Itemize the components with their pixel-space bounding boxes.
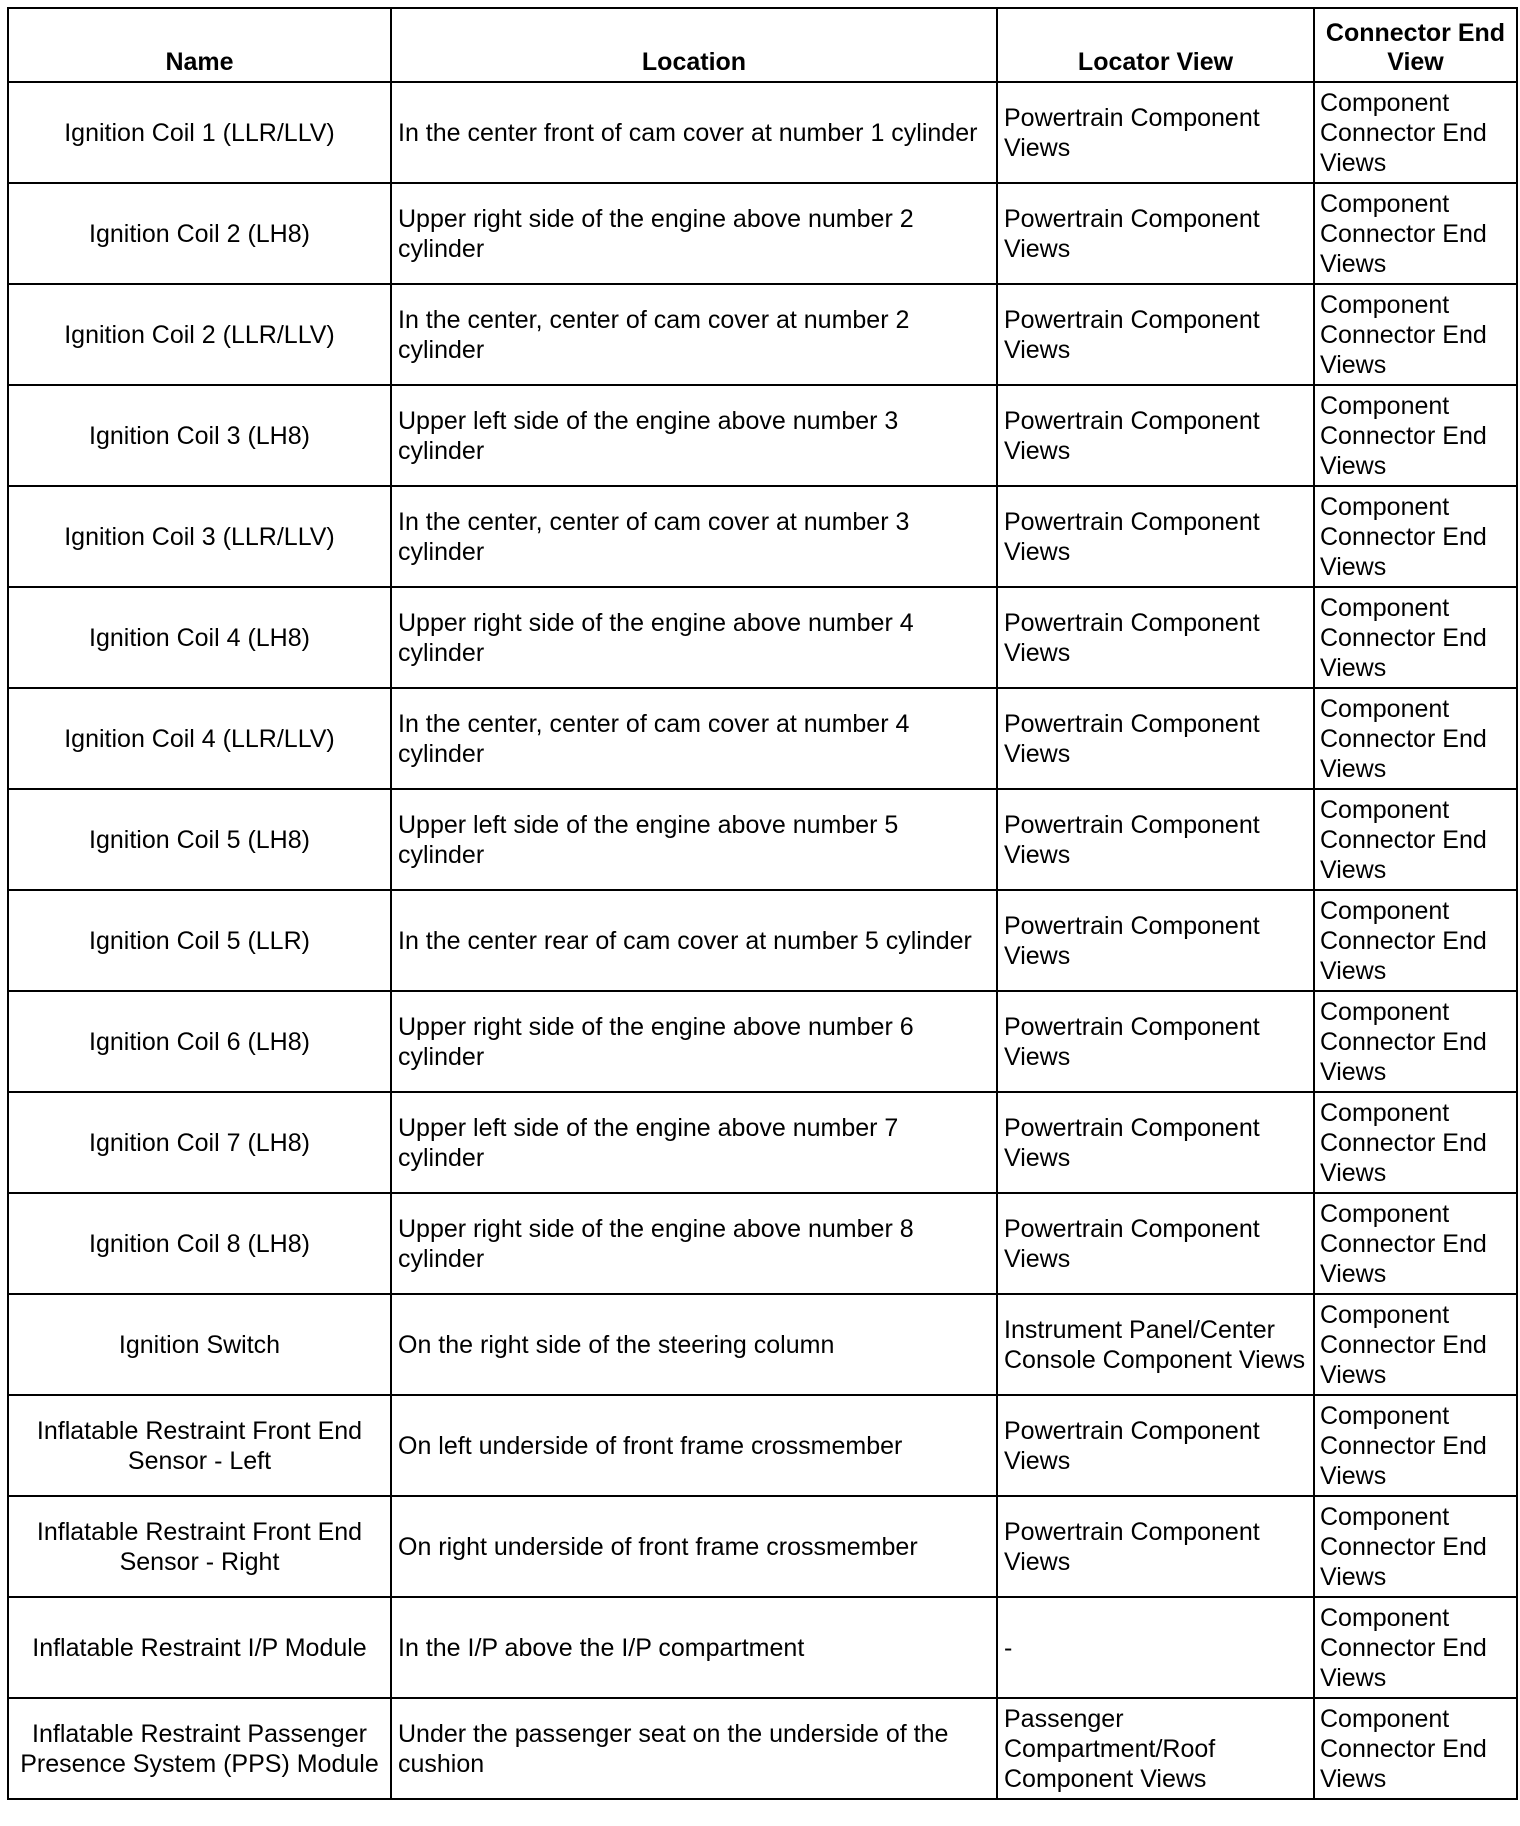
cell-end: Component Connector End Views <box>1314 991 1517 1092</box>
table-row <box>8 1294 1517 1395</box>
cell-end: Component Connector End Views <box>1314 587 1517 688</box>
cell-locator: Powertrain Component Views <box>997 486 1314 587</box>
cell-name: Ignition Coil 3 (LH8) <box>8 385 391 486</box>
header-locator-view: Locator View <box>997 8 1314 82</box>
table-body <box>8 82 1517 1799</box>
cell-locator: Powertrain Component Views <box>997 890 1314 991</box>
cell-location: Upper right side of the engine above number 4 cylinder <box>391 587 997 688</box>
cell-location: In the I/P above the I/P compartment <box>391 1597 997 1698</box>
cell-end: Component Connector End Views <box>1314 183 1517 284</box>
table-row <box>8 1395 1517 1496</box>
cell-name: Inflatable Restraint Front End Sensor - Right <box>8 1496 391 1597</box>
cell-locator: - <box>997 1597 1314 1698</box>
table-row <box>8 991 1517 1092</box>
cell-locator: Powertrain Component Views <box>997 284 1314 385</box>
cell-name: Ignition Coil 4 (LH8) <box>8 587 391 688</box>
cell-name: Ignition Switch <box>8 1294 391 1395</box>
cell-name: Ignition Coil 5 (LH8) <box>8 789 391 890</box>
cell-locator: Powertrain Component Views <box>997 991 1314 1092</box>
table-row <box>8 890 1517 991</box>
cell-locator: Powertrain Component Views <box>997 1395 1314 1496</box>
cell-end: Component Connector End Views <box>1314 82 1517 183</box>
header-location: Location <box>391 8 997 82</box>
cell-end: Component Connector End Views <box>1314 1294 1517 1395</box>
cell-location: Upper left side of the engine above number 7 cylinder <box>391 1092 997 1193</box>
cell-locator: Powertrain Component Views <box>997 183 1314 284</box>
cell-locator: Powertrain Component Views <box>997 789 1314 890</box>
cell-location: On left underside of front frame crossmember <box>391 1395 997 1496</box>
cell-name: Inflatable Restraint Front End Sensor - Left <box>8 1395 391 1496</box>
cell-name: Ignition Coil 8 (LH8) <box>8 1193 391 1294</box>
cell-name: Inflatable Restraint Passenger Presence System (PPS) Module <box>8 1698 391 1799</box>
cell-end: Component Connector End Views <box>1314 890 1517 991</box>
table-row <box>8 82 1517 183</box>
cell-end: Component Connector End Views <box>1314 1597 1517 1698</box>
cell-location: Upper left side of the engine above number 3 cylinder <box>391 385 997 486</box>
table-row <box>8 284 1517 385</box>
cell-location: In the center, center of cam cover at number 4 cylinder <box>391 688 997 789</box>
cell-name: Ignition Coil 4 (LLR/LLV) <box>8 688 391 789</box>
header-connector-end-view: Connector End View <box>1314 8 1517 82</box>
cell-locator: Powertrain Component Views <box>997 385 1314 486</box>
cell-end: Component Connector End Views <box>1314 688 1517 789</box>
cell-locator: Powertrain Component Views <box>997 82 1314 183</box>
cell-location: On the right side of the steering column <box>391 1294 997 1395</box>
cell-name: Inflatable Restraint I/P Module <box>8 1597 391 1698</box>
cell-locator: Powertrain Component Views <box>997 1193 1314 1294</box>
cell-locator: Powertrain Component Views <box>997 688 1314 789</box>
cell-end: Component Connector End Views <box>1314 1092 1517 1193</box>
cell-location: In the center, center of cam cover at number 3 cylinder <box>391 486 997 587</box>
cell-end: Component Connector End Views <box>1314 1395 1517 1496</box>
table-row <box>8 688 1517 789</box>
cell-name: Ignition Coil 2 (LH8) <box>8 183 391 284</box>
table-row <box>8 1698 1517 1799</box>
cell-location: In the center rear of cam cover at number 5 cylinder <box>391 890 997 991</box>
table-row <box>8 587 1517 688</box>
cell-name: Ignition Coil 2 (LLR/LLV) <box>8 284 391 385</box>
cell-locator: Powertrain Component Views <box>997 1496 1314 1597</box>
table-row <box>8 1193 1517 1294</box>
cell-locator: Powertrain Component Views <box>997 1092 1314 1193</box>
cell-name: Ignition Coil 6 (LH8) <box>8 991 391 1092</box>
cell-name: Ignition Coil 5 (LLR) <box>8 890 391 991</box>
component-locator-table <box>7 7 1518 1800</box>
table-row <box>8 385 1517 486</box>
cell-location: Upper right side of the engine above number 2 cylinder <box>391 183 997 284</box>
cell-location: In the center, center of cam cover at number 2 cylinder <box>391 284 997 385</box>
cell-locator: Instrument Panel/Center Console Component Views <box>997 1294 1314 1395</box>
cell-location: In the center front of cam cover at number 1 cylinder <box>391 82 997 183</box>
table-row <box>8 1496 1517 1597</box>
cell-end: Component Connector End Views <box>1314 1193 1517 1294</box>
cell-location: Upper right side of the engine above number 6 cylinder <box>391 991 997 1092</box>
cell-end: Component Connector End Views <box>1314 284 1517 385</box>
cell-end: Component Connector End Views <box>1314 486 1517 587</box>
cell-end: Component Connector End Views <box>1314 1496 1517 1597</box>
cell-locator: Powertrain Component Views <box>997 587 1314 688</box>
table-row <box>8 1597 1517 1698</box>
header-row <box>8 8 1517 82</box>
header-name: Name <box>8 8 391 82</box>
cell-end: Component Connector End Views <box>1314 789 1517 890</box>
cell-name: Ignition Coil 7 (LH8) <box>8 1092 391 1193</box>
cell-locator: Passenger Compartment/Roof Component Views <box>997 1698 1314 1799</box>
cell-location: Upper left side of the engine above number 5 cylinder <box>391 789 997 890</box>
cell-name: Ignition Coil 3 (LLR/LLV) <box>8 486 391 587</box>
cell-end: Component Connector End Views <box>1314 1698 1517 1799</box>
cell-location: On right underside of front frame crossmember <box>391 1496 997 1597</box>
cell-location: Upper right side of the engine above number 8 cylinder <box>391 1193 997 1294</box>
cell-name: Ignition Coil 1 (LLR/LLV) <box>8 82 391 183</box>
table-row <box>8 183 1517 284</box>
cell-location: Under the passenger seat on the underside of the cushion <box>391 1698 997 1799</box>
table-row <box>8 486 1517 587</box>
cell-end: Component Connector End Views <box>1314 385 1517 486</box>
table-row <box>8 1092 1517 1193</box>
table-row <box>8 789 1517 890</box>
